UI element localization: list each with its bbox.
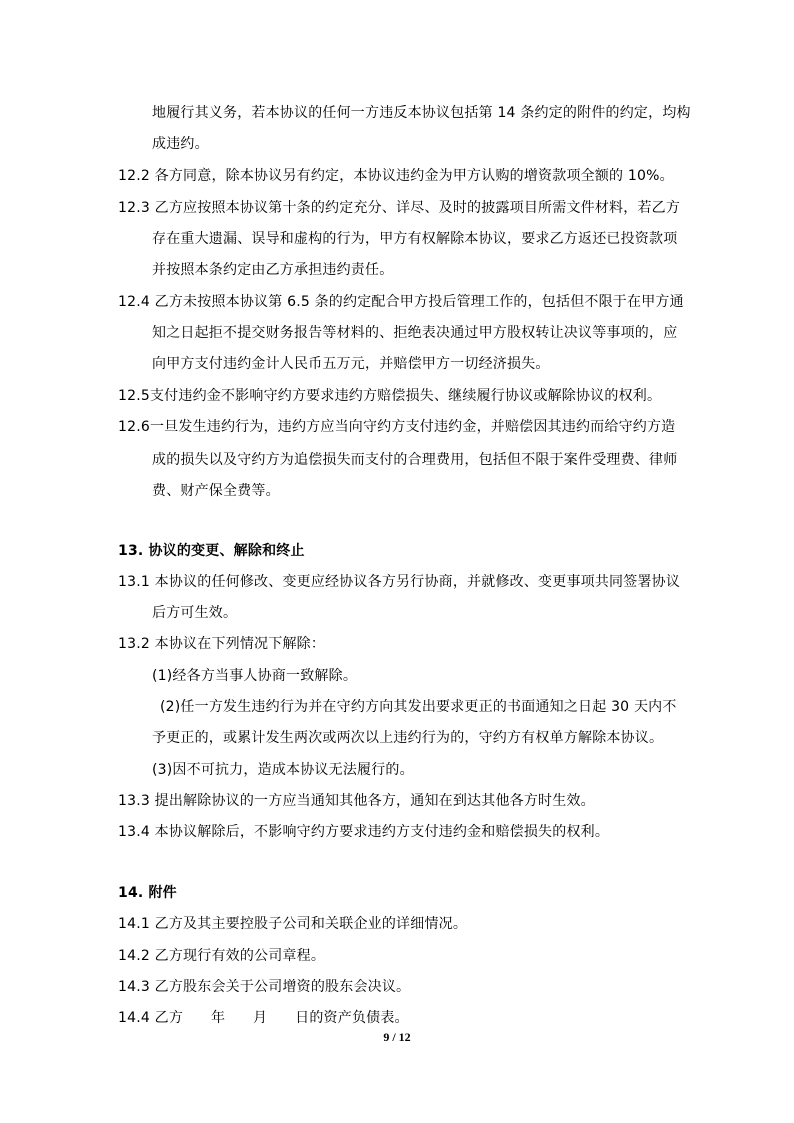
list-item: (2)任一方发生违约行为并在守约方向其发出要求更正的书面通知之日起 30 天内不 [160,699,677,715]
list-item: (1)经各方当事人协商一致解除。 [152,668,358,684]
clause-text: 各方同意，除本协议另有约定，本协议违约金为甲方认购的增资款项全额的 10%。 [154,168,674,184]
paragraph-line: 费、财产保全费等。 [152,483,280,499]
section-heading-14: 14. 附件 [118,885,177,901]
clause-12-5 [118,386,661,406]
list-item: (3)因不可抗力，造成本协议无法履行的。 [152,762,414,778]
clause-number: 12.4 [118,294,150,310]
clause-14-4 [118,1008,409,1028]
clause-13-3 [118,791,595,811]
clause-number: 14.2 [118,948,150,964]
paragraph-line: 知之日起拒不提交财务报告等材料的、拒绝表决通过甲方股权转让决议等事项的，应 [152,325,678,341]
paragraph-line: 成违约。 [152,136,209,152]
clause-number: 12.3 [118,200,150,216]
clause-12-3 [118,198,680,218]
paragraph-line: 向甲方支付违约金计人民币五万元，并赔偿甲方一切经济损失。 [152,356,550,372]
clause-text: 本协议的任何修改、变更应经协议各方另行协商，并就修改、变更事项共同签署协议 [154,574,681,590]
clause-number: 13.1 [118,574,150,590]
paragraph-line: 予更正的，或累计发生两次或两次以上违约行为的，守约方有权单方解除本协议。 [152,730,664,746]
clause-number: 13.3 [118,793,150,809]
clause-number: 14.4 [118,1010,150,1026]
clause-text: 一旦发生违约行为，违约方应当向守约方支付违约金，并赔偿因其违约而给守约方造 [149,419,676,435]
clause-text: 乙方股东会关于公司增资的股东会决议。 [154,979,411,995]
clause-13-4 [118,822,609,842]
clause-13-2 [118,634,325,654]
clause-14-3 [118,977,410,997]
clause-text: 乙方及其主要控股子公司和关联企业的详细情况。 [154,916,468,932]
clause-number: 12.5 [118,388,150,404]
clause-14-2 [118,946,325,966]
clause-number: 12.2 [118,168,150,184]
section-heading-13: 13. 协议的变更、解除和终止 [118,543,305,559]
clause-number: 13.4 [118,824,150,840]
clause-number: 14.1 [118,916,150,932]
clause-text: 本协议在下列情况下解除： [154,636,326,652]
page-number: 9 / 12 [383,1030,411,1044]
clause-14-1 [118,914,467,934]
clause-text: 乙方未按照本协议第 6.5 条的约定配合甲方投后管理工作的，包括但不限于在甲方通 [154,294,684,310]
paragraph-line: 地履行其义务，若本协议的任何一方违反本协议包括第 14 条约定的附件的约定，均构 [152,105,691,121]
paragraph-line: 后方可生效。 [152,605,238,621]
clause-12-6 [118,417,675,437]
clause-number: 14.3 [118,979,150,995]
clause-12-2 [118,166,674,186]
clause-text: 提出解除协议的一方应当通知其他各方，通知在到达其他各方时生效。 [154,793,595,809]
clause-12-4 [118,292,684,312]
clause-13-1 [118,572,680,592]
paragraph-line: 存在重大遗漏、误导和虚构的行为，甲方有权解除本协议，要求乙方返还已投资款项 [152,231,678,247]
clause-number: 12.6 [118,419,150,435]
paragraph-line: 成的损失以及守约方为追偿损失而支付的合理费用，包括但不限于案件受理费、律师 [152,452,678,468]
clause-text: 乙方应按照本协议第十条的约定充分、详尽、及时的披露项目所需文件材料，若乙方 [154,200,681,216]
clause-text: 本协议解除后，不影响守约方要求违约方支付违约金和赔偿损失的权利。 [154,824,610,840]
clause-text: 乙方现行有效的公司章程。 [154,948,326,964]
clause-text: 支付违约金不影响守约方要求违约方赔偿损失、继续履行协议或解除协议的权利。 [149,388,662,404]
clause-number: 13.2 [118,636,150,652]
clause-text: 乙方 年 月 日的资产负债表。 [154,1010,409,1026]
paragraph-line: 并按照本条约定由乙方承担违约责任。 [152,262,394,278]
